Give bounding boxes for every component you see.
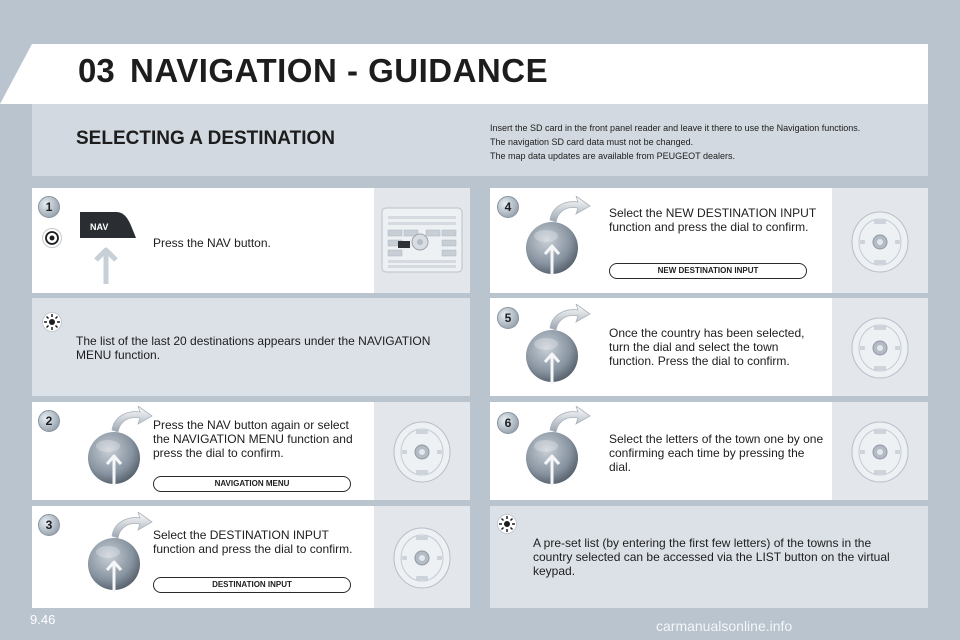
- header-notch: [0, 44, 32, 104]
- tip-2-text: A pre-set list (by entering the first few letters) of the towns in the country selected can be accessed via the LIST button on the virtual keypad.: [533, 536, 890, 578]
- curved-arrow-icon: [84, 406, 154, 490]
- curved-arrow-icon: [84, 512, 154, 596]
- step-5-badge: 5: [497, 307, 519, 329]
- intro-line: Insert the SD card in the front panel reader and leave it there to use the Navigation functions.: [490, 123, 861, 133]
- step-3-badge: 3: [38, 514, 60, 536]
- intro-line: The map data updates are available from PEUGEOT dealers.: [490, 151, 735, 161]
- step-3-image: [374, 506, 470, 608]
- sun-icon: [497, 514, 517, 534]
- step-6-image: [832, 402, 928, 500]
- step-2-image: [374, 402, 470, 500]
- chapter-number: 03: [78, 52, 115, 89]
- new-destination-input-label: NEW DESTINATION INPUT: [609, 263, 807, 279]
- step-6-text: Select the letters of the town one by one confirming each time by pressing the dial.: [609, 432, 824, 474]
- step-1-badge: 1: [38, 196, 60, 218]
- step-1-text: Press the NAV button.: [153, 236, 271, 250]
- step-5-text: Once the country has been selected, turn the dial and select the town function. Press the dial to confirm.: [609, 326, 805, 368]
- rotary-dial-icon: [374, 506, 470, 608]
- step-3-text: Select the DESTINATION INPUT function and press the dial to confirm.: [153, 528, 353, 556]
- step-4-badge: 4: [497, 196, 519, 218]
- curved-arrow-icon: [522, 406, 592, 490]
- step-4-text: Select the NEW DESTINATION INPUT function and press the dial to confirm.: [609, 206, 816, 234]
- navigation-menu-label: NAVIGATION MENU: [153, 476, 351, 492]
- step-1-image: [374, 188, 470, 293]
- watermark: carmanualsonline.info: [656, 618, 793, 634]
- step-2-text: Press the NAV button again or select the NAVIGATION MENU function and press the dial to confirm.: [153, 418, 353, 460]
- rotary-dial-icon: [832, 298, 928, 396]
- tip-1-text: The list of the last 20 destinations appears under the NAVIGATION MENU function.: [76, 334, 431, 362]
- eye-icon: [42, 228, 62, 248]
- sun-icon: [42, 312, 62, 332]
- curved-arrow-icon: [522, 196, 592, 280]
- intro-line: The navigation SD card data must not be changed.: [490, 137, 694, 147]
- destination-input-label: DESTINATION INPUT: [153, 577, 351, 593]
- step-6-badge: 6: [497, 412, 519, 434]
- step-5-image: [832, 298, 928, 396]
- step-4-image: [832, 188, 928, 293]
- rotary-dial-icon: [374, 402, 470, 500]
- step-2-badge: 2: [38, 410, 60, 432]
- rotary-dial-icon: [832, 402, 928, 500]
- page-number: 9.46: [30, 612, 56, 627]
- intro-text: [490, 121, 910, 163]
- rotary-dial-icon: [832, 188, 928, 293]
- page-title: NAVIGATION - GUIDANCE: [130, 52, 549, 89]
- curved-arrow-icon: [522, 304, 592, 388]
- section-title: SELECTING A DESTINATION: [76, 128, 335, 149]
- nav-button-icon: [76, 208, 146, 286]
- radio-front-panel-icon: [374, 188, 470, 293]
- nav-button-label: NAV: [90, 222, 109, 232]
